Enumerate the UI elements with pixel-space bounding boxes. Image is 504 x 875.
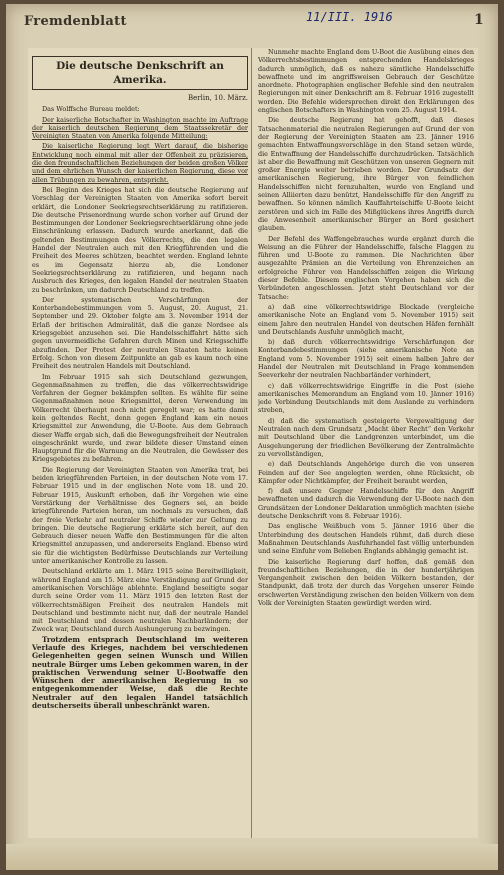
left-column [32,48,248,838]
paragraph: d) daß die systematisch gesteigerte Vergewaltigung der Neutralen nach dem Grundsatz „Macht über Recht“ den Verkehr mit Deutschland über die Landgrenzen unterbindet, um die Ausgehungerung der friedlichen Bevölkerung der Zentralmächte zu vervollständigen, [258,416,474,458]
paragraph: Bei Beginn des Krieges hat sich die deutsche Regierung auf Vorschlag der Vereinigten Staaten von Amerika sofort bereit erklärt, die Londoner Seekriegsrechtserklärung zu ratifizieren. Die deutsche Prisenordnung wurde schon vorher auf Grund der Bestimmungen der Londoner Seekriegsrechtserklärung ohne jede Einschränkung erlassen. Dadurch wurde anerkannt, daß die geltenden Bestimmungen des Völkerrechts, die den legalen Handel der Neutralen auch mit den Kriegführenden und die Freiheit des Meeres schützen, beachtet werden. England lehnte es im Gegensatz hierzu ab, die Londoner Seekriegsrechtserklärung zu ratifizieren, und begann nach Ausbruch des Krieges, den legalen Handel der neutralen Staaten zu beschränken, um dadurch Deutschland zu treffen. [32,185,248,294]
newspaper-name: Fremdenblatt [24,14,127,29]
paragraph: Trotzdem entsprach Deutschland im weiteren Verlaufe des Krieges, nachdem bei verschiedenen Gelegenheiten gegen seinen Wunsch und Willen neutrale Bürger ums Leben gekommen waren, in der praktischen Verwendung seiner U-Bootwaffe den Wünschen der amerikanischen Regierung in so entgegenkommender Weise, daß die Rechte Neutraler auf den legalen Handel tatsächlich deutscherseits überall unbeschränkt waren. [32,634,248,711]
paragraph: Der Befehl des Waffengebrauches wurde ergänzt durch die Weisung an die Führer der Handelsschiffe, falsche Flaggen zu führen und U-Boote zu rammen. Die Nachrichten über ausgezahlte Prämien an die Verteilung von Ehrenzeichen an erfolgreiche Führer von Handelsschiffen zeigen die Wirkung dieser Befehle. Diesem englischen Vorgehen haben sich die Verbündeten angeschlossen. Jetzt steht Deutschland vor der Tatsache: [258,234,474,301]
masthead [6,4,498,38]
page-number: 1 [474,12,484,28]
paragraph: Deutschland erklärte am 1. März 1915 seine Bereitwilligkeit, während England am 15. März eine Verständigung auf Grund der amerikanischen Vorschläge ablehnte. England beseitigte sogar durch seine Order vom 11. März 1915 den letzten Rest der völkerrechtsmäßigen Freiheit des neutralen Handels mit Deutschland und bestimmte nicht nur, daß der neutrale Handel mit Deutschland und dessen neutralen Nachbarländern; der Zweck war, Deutschland durch Aushungerung zu bezwingen. [32,567,248,634]
newspaper-sheet [6,4,498,870]
column-divider [251,48,252,838]
paper-edge [6,844,498,870]
paragraph: b) daß durch völkerrechtswidrige Verschärfungen der Konterbandebestimmungen (siehe amerikanische Note an England vom 5. November 1915) seit einem halben Jahre der Handel der Neutralen mit Deutschland in Frage kommenden Seeverkehr der neutralen Nachbarländer verhindert, [258,338,474,380]
newspaper-clipping [28,48,478,838]
handwritten-date: 11/III. 1916 [306,10,393,24]
paragraph: Das englische Weißbuch vom 5. Jänner 1916 über die Unterbindung des deutschen Handels rühmt, daß durch diese Maßnahmen Deutschlands Ausfuhrhandel fast völlig unterbunden und seine Einfuhr vom Belieben Englands abhängig gemacht ist. [258,522,474,556]
paragraph: Die kaiserliche Regierung legt Wert darauf, die bisherige Entwicklung noch einmal mit aller der Offenheit zu präzisieren, die den freundschaftlichen Beziehungen der beiden großen Völker und dem ehrlichen Wunsch der kaiserlichen Regierung, diese vor allen Trübungen zu bewahren, entspricht. [32,142,248,184]
right-column [258,48,474,838]
paragraph: Die Regierung der Vereinigten Staaten von Amerika trat, bei beiden kriegführenden Parteien, in der deutschen Note vom 17. Februar 1915 und in der englischen Note vom 18. und 20. Februar 1915, Auskunft erhoben, daß ihr Vorgehen wie eine Verstärkung der Verhältnisse des Gegners sei, an beide kriegführende Parteien heran, um nochmals zu versuchen, daß der freie Verkehr auf neutraler Schiffe wieder zur Geltung zu bringen. Die deutsche Regierung erklärte sich bereit, auf den Gebrauch dieser neuen Waffe den Bestimmungen für die alten Kriegsmittel anzupassen, und andererseits England. Ebenso wird sie für die wichtigsten Bedürfnisse Deutschlands zur Verteilung unter amerikanischer Kontrolle zu lassen. [32,465,248,566]
paragraph: Das Wolffsche Bureau meldet: [42,105,140,114]
paragraph: Die deutsche Regierung hat gehofft, daß dieses Tatsachenmaterial die neutralen Regierungen auf Grund der von der Regierung der Vereinigten Staaten am 23. Jänner 1916 gemachten Entwaffnungsvorschläge in den Stand setzen würde, die Entwaffnung der Handelsschiffe durchzudrücken. Tatsächlich ist aber die Bewaffnung mit Geschützen von unseren Gegnern mit großer Energie weiter betrieben worden. Der Grundsatz der amerikanischen Regierung, ihre Bürger von feindlichen Handelsschiffen nicht fernzuhalten, wurde von England und seinen Alliierten dazu benützt, Handelsschiffe für den Angriff zu bewaffnen. So können nämlich Kauffahrteischiffe U-Boote leicht zerstören und sich im Falle des Mißglückens ihres Angriffs durch die Anwesenheit amerikanischer Bürger an Bord gesichert glauben. [258,116,474,233]
paragraph: Im Februar 1915 sah sich Deutschland gezwungen, Gegenmaßnahmen zu treffen, die das völkerrechtswidrige Verfahren der Gegner bekämpfen sollten. Es wählte für seine Gegenmaßnahmen neue Kriegsmittel, deren Verwendung im Völkerrecht überhaupt noch nicht geregelt war; es hatte damit kein geltendes Recht, denn gegen England kam ein neues Kriegsmittel zur Anwendung, die U-Boote. Aus dem Gebrauch dieser Waffe ergab sich, daß die Bewegungsfreiheit der Neutralen eingeschränkt wurde, und zwar bildete dieser Umstand einen Hauptgrund für die Warnung an die Neutralen, die Gewässer des Kriegsgebietes zu befahren. [32,372,248,464]
paragraph: Die kaiserliche Regierung darf hoffen, daß gemäß den freundschaftlichen Beziehungen, die in der hundertjährigen Vergangenheit zwischen den beiden Völkern bestanden, der Standpunkt, daß trotz der durch das Vorgehen unserer Feinde erschwerten Verständigung zwischen den beiden Völkern von dem Volk der Vereinigten Staaten gewürdigt werden wird. [258,557,474,607]
paragraph: f) daß unsere Gegner Handelsschiffe für den Angriff bewaffneten und dadurch die Verwendung der U-Boote nach den Grundsätzen der Londoner Deklaration unmöglich machten (siehe deutsche Denkschrift vom 8. Februar 1916). [258,487,474,521]
article-dateline: Berlin, 10. März. [187,94,248,102]
paragraph: c) daß völkerrechtswidrige Eingriffe in die Post (siehe amerikanisches Memorandum an England vom 10. Jänner 1916) jede Verbindung Deutschlands mit dem Auslande zu verhindern streben, [258,381,474,415]
paragraph: Nunmehr machte England dem U-Boot die Ausübung eines den Völkerrechtsbestimmungen entsprechenden Handelskrieges dadurch unmöglich, daß es nahezu sämtliche Handelsschiffe bewaffnete und im angriffsweisen Gebrauch der Geschütze anordnete. Photographien englischer Befehle sind den neutralen Regierungen mit einer Denkschrift am 8. Februar 1916 zugestellt worden. Die Befehle widersprechen direkt den Erklärungen des englischen Botschafters in Washington vom 25. August 1914. [258,48,474,115]
paragraph: Der kaiserliche Botschafter in Washington machte im Auftrage der kaiserlich deutschen Regierung dem Staatssekretär der Vereinigten Staaten von Amerika folgende Mitteilung: [32,115,248,141]
paragraph: Der systematischen Verschärfungen der Konterbandebestimmungen vom 5. August, 20. August, 21. September und 29. Oktober folgte am 3. November 1914 der Erlaß der britischen Admiralität, daß die ganze Nordsee als Kriegsgebiet anzusehen sei. Die Handelsschiffahrt hätte sich gegen unvermeidliche Gefahren durch Minen und Kriegsschiffe abzufinden. Der Protest der neutralen Staaten hatte keinen Erfolg. Schon von diesem Zeitpunkte an gab es kaum noch eine Freiheit des neutralen Handels mit Deutschland. [32,295,248,371]
paragraph: e) daß Deutschlands Angehörige durch die von unseren Feinden auf der See angelegten werden, ohne Rücksicht, ob Kämpfer oder Nichtkämpfer, der Freiheit beraubt werden, [258,460,474,485]
paragraph: a) daß eine völkerrechtswidrige Blockade (vergleiche amerikanische Note an England vom 5. November 1915) seit einem Jahre den neutralen Handel von deutschen Häfen fernhält und Deutschlands Ausfuhr unmöglich macht, [258,302,474,336]
article-headline: Die deutsche Denkschrift an Amerika. [32,56,248,90]
